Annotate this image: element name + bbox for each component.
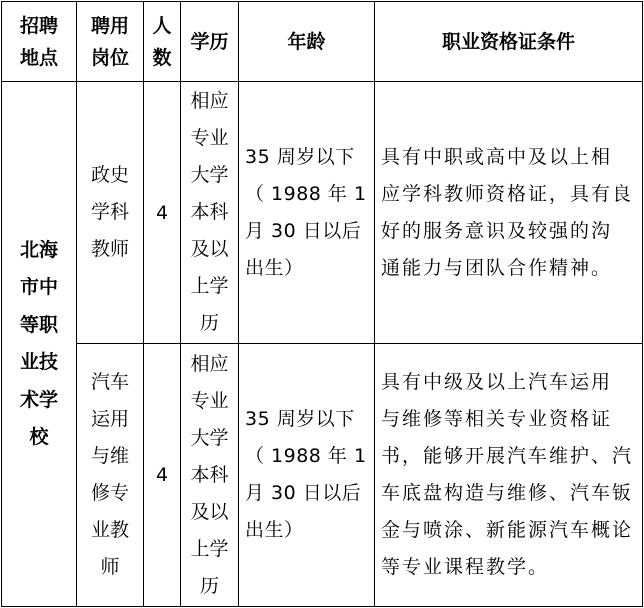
- header-location: 招聘 地点: [2, 2, 77, 82]
- location-cell: 北海 市中 等职 业技 术学 校: [2, 82, 77, 607]
- position-cell: 政史 学科 教师: [77, 82, 144, 344]
- count-cell: 4: [144, 344, 181, 607]
- education-cell: 相应 专业 大学 本科 及以 上学 历: [181, 82, 239, 344]
- education-cell: 相应 专业 大学 本科 及以 上学 历: [181, 344, 239, 607]
- qualification-cell: 具有中级及以上汽车运用 与维修等相关专业资格证 书，能够开展汽车维护、汽 车底盘构造与维修、汽车钣 金与喷涂、新能源汽车概论 等专业课程教学。: [375, 344, 643, 607]
- age-cell: 35 周岁以下 （ 1988 年 1 月 30 日以后 出生）: [239, 344, 375, 607]
- recruitment-table: [1, 1, 643, 607]
- header-education: 学历: [181, 2, 239, 82]
- table-row: [2, 344, 643, 607]
- count-cell: 4: [144, 82, 181, 344]
- header-row: [2, 2, 643, 82]
- header-age: 年龄: [239, 2, 375, 82]
- header-qualification: 职业资格证条件: [375, 2, 643, 82]
- age-cell: 35 周岁以下 （ 1988 年 1 月 30 日以后 出生）: [239, 82, 375, 344]
- qualification-cell: 具有中职或高中及以上相 应学科教师资格证，具有良 好的服务意识及较强的沟 通能力与团队合作精神。: [375, 82, 643, 344]
- position-cell: 汽车 运用 与维 修专 业教 师: [77, 344, 144, 607]
- table-row: [2, 82, 643, 344]
- header-position: 聘用 岗位: [77, 2, 144, 82]
- header-count: 人 数: [144, 2, 181, 82]
